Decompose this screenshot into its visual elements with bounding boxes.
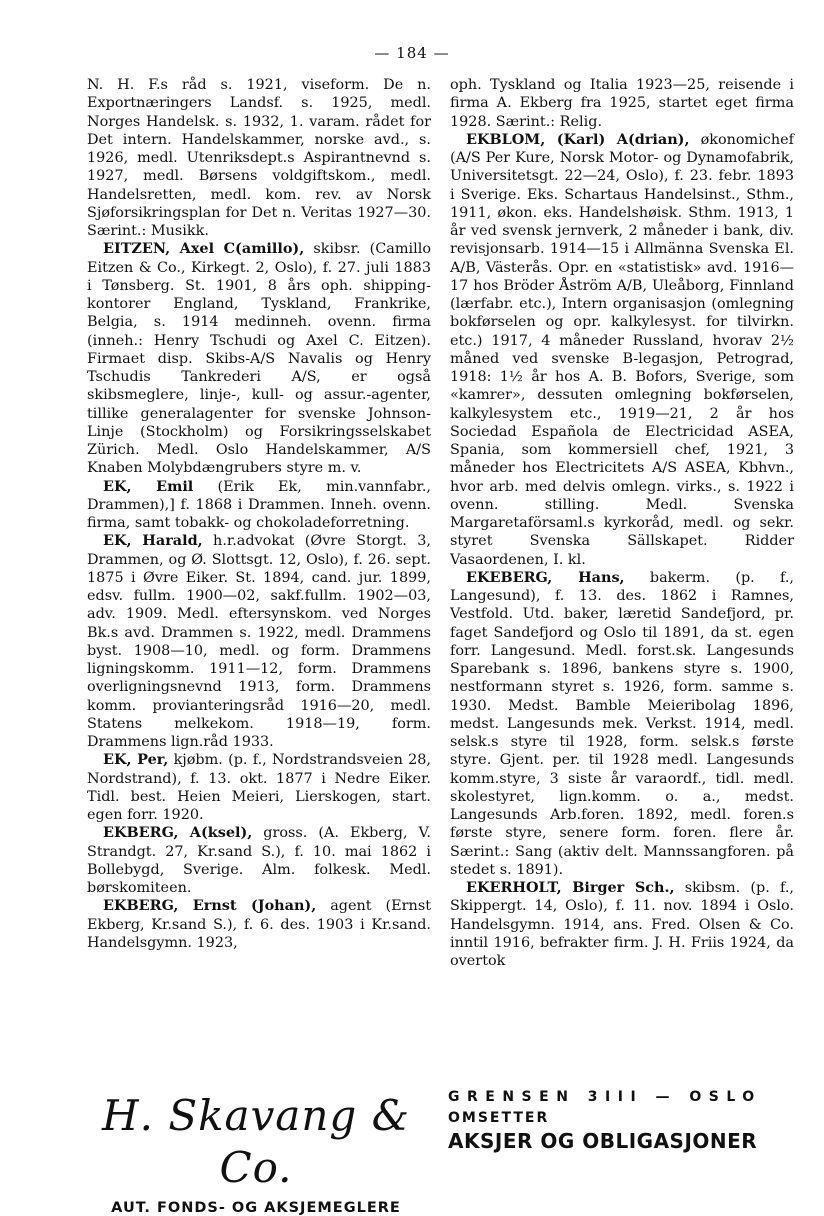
entry-name: EKEBERG, Hans,	[466, 568, 625, 586]
entry: EKEBERG, Hans, bakerm. (p. f., Langesund), f. 13. des. 1862 i Ramnes, Vestfold. Utd. baker, læretid Sandefjord, pr. faget Sandefjord og Oslo til 1891, da st. egen forr. Langesund. Medl. forst.sk. Langesunds Sparebank s. 1896, bankens styre s. 1900, nestformann styret s. 1926, form. samme s. 1930. Medst. Bamble Meieribolag 1896, medst. Langesunds mek. Verkst. 1914, medl. selsk.s styre til 1928, form. selsk.s første styre. Gjent. per. til 1928 medl. Langesunds komm.styre, 3 siste år varaordf., tidl. medl. skolestyret, lign.komm. o. a., medst. Langesunds Arb.foren. 1892, medl. foren.s første styre, senere form. foren. flere år. Særint.: Sang (aktiv delt. Mannssangforen. på stedet s. 1891).	[450, 568, 795, 878]
company-logo: H. Skavang & Co.	[101, 1091, 411, 1192]
company-caption: AUT. FONDS- OG AKSJEMEGLERE	[111, 1200, 401, 1216]
entry: EKERHOLT, Birger Sch., skibsm. (p. f., Skippergt. 14, Oslo), f. 11. nov. 1894 i Oslo. Handelsgymn. 1914, ans. Fred. Olsen & Co. inntil 1916, befrakter firm. J. H. Friis 1924, da overtok	[450, 879, 794, 969]
entry: EK, Per, kjøbm. (p. f., Nordstrandsveien 28, Nordstrand), f. 13. okt. 1877 i Nedre Eiker. Tidl. best. Heien Meieri, Lierskogen, start. egen forr. 1920.	[87, 751, 431, 823]
entry-name: EKBERG, Ernst (Johan),	[103, 897, 317, 915]
entry-name: EKBLOM, (Karl) A(drian),	[466, 130, 690, 148]
ad-slogan: AKSJER OG OBLIGASJONER	[448, 1129, 758, 1153]
page-number: — 184 —	[374, 44, 450, 62]
advertisement-broker	[86, 1090, 426, 1216]
entry-name: EKERHOLT, Birger Sch.,	[466, 879, 675, 896]
entry: EKBERG, A(ksel), gross. (A. Ekberg, V. Strandgt. 27, Kr.sand S.), f. 10. mai 1862 i Bollebygd, Sverige. Alm. folkesk. Medl. børskomiteen.	[87, 824, 432, 896]
entry-name: EK, Per,	[103, 751, 169, 769]
ad-omsetter: OMSETTER	[448, 1110, 550, 1126]
left-column	[87, 76, 431, 952]
right-column	[450, 76, 794, 970]
entry: EITZEN, Axel C(amillo), skibsr. (Camillo Eitzen & Co., Kirkegt. 2, Oslo), f. 27. juli 1883 i Tønsberg. St. 1901, 8 års oph. shipping-kontorer England, Tyskland, Frankrike, Belgia, s. 1914 medinneh. ovenn. firma (inneh.: Henry Tschudi og Axel C. Eitzen). Firmaet disp. Skibs-A/S Navalis og Henry Tschudis Tankrederi A/S, er også skibsmeglere, linje-, kull- og assur.-agenter, tillike generalagenter for svenske Johnson-Linje (Stockholm) og Forsikringsselskabet Zürich. Medl. Oslo Handelskammer, A/S Knaben Molybdængrubers styre m. v.	[87, 240, 431, 477]
entry-name: EKBERG, A(ksel),	[103, 824, 253, 842]
entry: EKBLOM, (Karl) A(drian), økonomichef (A/S Per Kure, Norsk Motor- og Dynamofabrik, Universitetsgt. 22—24, Oslo), f. 23. febr. 1893 i Sverige. Eks. Schartaus Handelsinst., Sthm., 1911, økon. eks. Handelshøisk. Sthm. 1913, 1 år ved svensk jernverk, 2 måneder i bank, div. revisjonsarb. 1914—15 i Allmänna Svenska El. A/B, Västerås. Opr. en «statistisk» avd. 1916—17 hos Bröder Åström A/B, Uleåborg, Finnland (lærfabr. etc.), Intern organisasjon (omlegning bokførselen og opr. kalkylesyst. for tilvirkn. etc.) 1917, 4 måneder Russland, hvorav 2½ måned ved svenske B-legasjon, Petrograd, 1918: 1½ år hos A. B. Bofors, Sverige, som «kamrer», dessuten omlegning bokførselen, kalkylesystem etc., 1919—21, 2 år hos Sociedad Española de Electricidad ASEA, Spania, som kommersiell chef, 1921, 3 måneder hos Electricitets A/S ASEA, Kbhvn., hvor arb. med delvis omlegn. virks., s. 1922 i ovenn. stilling. Medl. Svenska Margaretaförsaml.s kyrkoråd, medl. og sekr. styret Svenska Sällskapet. Ridder Vasaordenen, I. kl.	[450, 130, 794, 568]
entry: EKBERG, Ernst (Johan), agent (Ernst Ekberg, Kr.sand S.), f. 6. des. 1903 i Kr.sand. Handelsgymn. 1923,	[87, 897, 431, 951]
entry: EK, Harald, h.r.advokat (Øvre Storgt. 3, Drammen, og Ø. Slottsgt. 12, Oslo), f. 26. sept. 1875 i Øvre Eiker. St. 1894, cand. jur. 1899, edsv. fullm. 1900—02, sakf.fullm. 1902—03, adv. 1909. Medl. eftersynskom. ved Norges Bk.s avd. Drammen s. 1922, medl. Drammens byst. 1908—10, medl. og form. Drammens ligningskomm. 1911—12, form. Drammens overligningsnevnd 1913, form. Drammens komm. provianteringsråd 1916—20, medl. Statens melkekom. 1918—19, form. Drammens lign.råd 1933.	[87, 532, 431, 750]
entry-continuation: oph. Tyskland og Italia 1923—25, reisende i firma A. Ekberg fra 1925, startet eget firma 1928. Særint.: Relig.	[450, 77, 794, 130]
entry-name: EITZEN, Axel C(amillo),	[103, 240, 305, 258]
entry-name: EK, Emil	[103, 477, 194, 495]
company-address: GRENSEN 3III — OSLO	[448, 1089, 762, 1105]
advertisement-slogan	[448, 1089, 788, 1153]
entry-name: EK, Harald,	[103, 532, 203, 550]
entry-continuation: N. H. F.s råd s. 1921, viseform. De n. Exportnæringers Landsf. s. 1925, medl. Norges Handelsk. s. 1932, 1. varam. rådet for Det intern. Handelskammer, norske avd., s. 1926, medl. Utenriksdept.s Aspirantnevnd s. 1927, medl. Børsens voldgiftskom., medl. Handelsretten, medl. kom. rev. av Norsk Sjøforsikringsplan for Det n. Veritas 1927—30. Særint.: Musikk.	[87, 77, 431, 239]
entry: EK, Emil (Erik Ek, min.vannfabr., Drammen),] f. 1868 i Drammen. Inneh. ovenn. firma, samt tobakk- og chokoladeforretning.	[87, 477, 431, 531]
